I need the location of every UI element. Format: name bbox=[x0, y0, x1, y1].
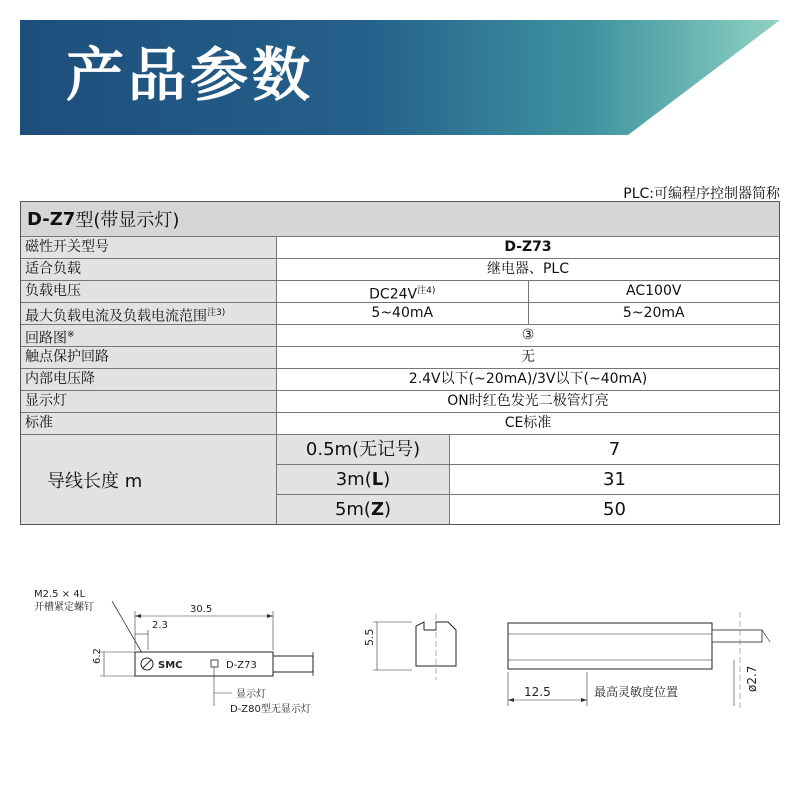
table-row bbox=[21, 368, 779, 390]
dim-diameter: ø2.7 bbox=[745, 665, 759, 692]
row-value: 2.4V以下(~20mA)/3V以下(~40mA) bbox=[408, 371, 648, 387]
table-row bbox=[21, 236, 779, 258]
row-value-dc: $DC24V^{注4)}$ bbox=[369, 286, 436, 303]
row-value: CE标准 bbox=[504, 415, 552, 431]
wire-value: 7 bbox=[608, 439, 621, 460]
row-label: 回路图※ bbox=[21, 325, 277, 346]
table-row bbox=[21, 324, 779, 346]
table-row bbox=[21, 302, 779, 324]
row-value: 无 bbox=[521, 349, 535, 365]
table-row bbox=[21, 280, 779, 302]
row-label: 磁性开关型号 bbox=[21, 237, 277, 258]
row-value: ③ bbox=[521, 327, 535, 343]
screw-label: M2.5 × 4L bbox=[34, 589, 86, 600]
wire-row bbox=[277, 435, 779, 464]
row-label: 负载电压 bbox=[21, 281, 277, 302]
table-row bbox=[21, 390, 779, 412]
spec-table-title bbox=[21, 202, 779, 236]
row-label: 内部电压降 bbox=[21, 369, 277, 390]
table-row bbox=[21, 412, 779, 434]
row-value-ac: 5~20mA bbox=[528, 303, 780, 324]
dimension-drawings bbox=[0, 575, 800, 735]
wire-row bbox=[277, 464, 779, 494]
table-row bbox=[21, 258, 779, 280]
wire-length: 3m(L) bbox=[277, 465, 450, 494]
row-label: 最大负载电流及负载电流范围$^{注3)}$ bbox=[21, 303, 277, 324]
screw-desc: 开槽紧定螺钉 bbox=[34, 602, 94, 613]
spec-table bbox=[20, 201, 780, 525]
row-value-dc: 5~40mA bbox=[371, 305, 434, 321]
page-title: 产品参数 bbox=[66, 41, 315, 109]
wire-value: 50 bbox=[603, 499, 626, 520]
row-label: 触点保护回路 bbox=[21, 347, 277, 368]
row-label: 显示灯 bbox=[21, 391, 277, 412]
wire-length-label: 导线长度 m bbox=[21, 435, 277, 524]
model-series: D-Z7 bbox=[27, 208, 76, 230]
row-label: 标准 bbox=[21, 413, 277, 434]
wire-length-section bbox=[21, 434, 779, 524]
indicator-label: 显示灯 bbox=[236, 689, 266, 700]
dim-length: 30.5 bbox=[190, 604, 213, 615]
wire-length: 0.5m(无记号) bbox=[277, 435, 450, 464]
wire-row bbox=[277, 494, 779, 524]
side-view-drawing bbox=[363, 614, 456, 680]
wire-length: 5m(Z) bbox=[277, 495, 450, 524]
row-value: 继电器、PLC bbox=[486, 261, 570, 277]
sense-label: 最高灵敏度位置 bbox=[594, 685, 679, 699]
row-value: D-Z73 bbox=[504, 239, 552, 255]
body-marking: D-Z73 bbox=[226, 660, 257, 671]
dim-side-height: 5.5 bbox=[363, 628, 376, 646]
row-value: ON时红色发光二极管灯亮 bbox=[447, 393, 609, 409]
wire-value: 31 bbox=[603, 469, 626, 490]
plc-note: PLC:可编程序控制器简称 bbox=[623, 186, 780, 202]
smc-logo: SMC bbox=[158, 660, 183, 671]
row-value-ac: AC100V bbox=[528, 281, 780, 302]
model-series-desc: 型(带显示灯) bbox=[75, 210, 180, 231]
row-label: 适合负载 bbox=[21, 259, 277, 280]
front-view-drawing bbox=[34, 589, 313, 715]
dim-sense: 12.5 bbox=[524, 685, 551, 699]
no-indicator-note: D-Z80型无显示灯 bbox=[230, 704, 311, 715]
top-view-drawing bbox=[508, 612, 770, 710]
dim-height: 6.2 bbox=[92, 648, 103, 664]
table-row bbox=[21, 346, 779, 368]
dim-offset: 2.3 bbox=[152, 620, 168, 631]
